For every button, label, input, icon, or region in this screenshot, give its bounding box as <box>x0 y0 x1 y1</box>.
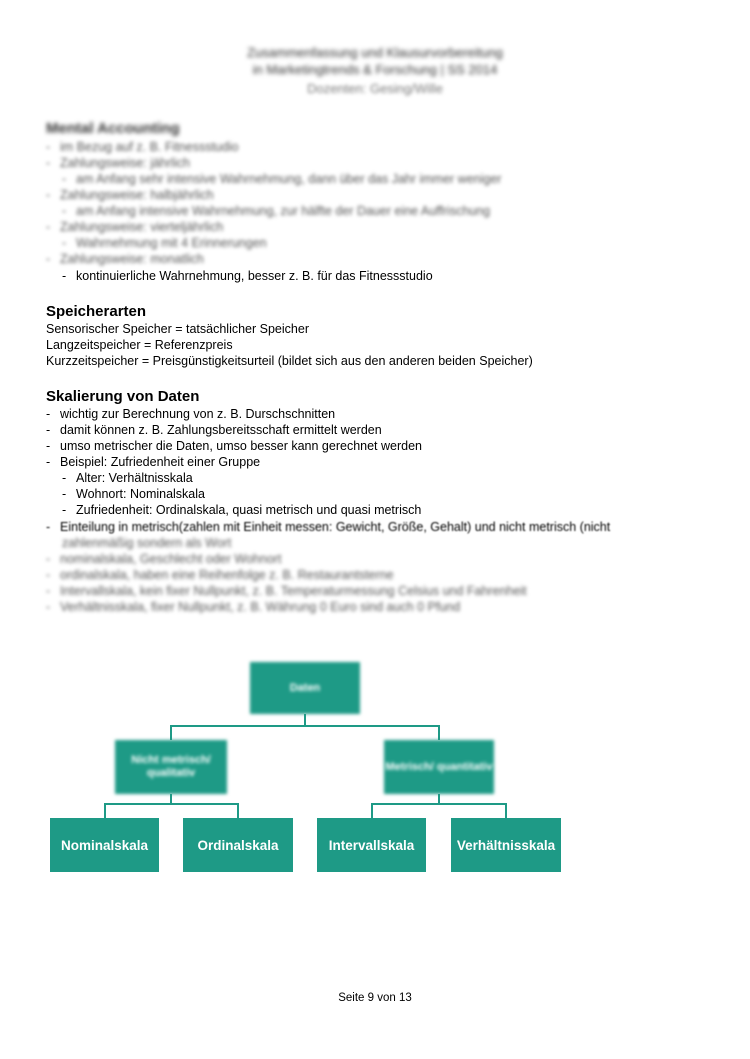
section-title-skalierung: Skalierung von Daten <box>46 388 200 405</box>
doc-title-line2: in Marketingtrends & Forschung | SS 2014 <box>252 62 498 77</box>
list-item: - Zahlungsweise: monatlich <box>46 252 204 266</box>
list-item: - Einteilung in metrisch(zahlen mit Einheit messen: Gewicht, Größe, Gehalt) und nicht metrisch (nicht <box>46 520 611 534</box>
diagram-node-non-metric: Nicht metrisch/ qualitativ <box>115 740 227 794</box>
diagram-connector <box>505 803 507 819</box>
diagram-node-intervallskala: Intervallskala <box>317 818 426 872</box>
text-line: Langzeitspeicher = Referenzpreis <box>46 338 233 352</box>
text-line: Sensorischer Speicher = tatsächlicher Speicher <box>46 322 309 336</box>
diagram-node-metric: Metrisch/ quantitativ <box>384 740 494 794</box>
diagram-connector <box>104 803 239 805</box>
diagram-connector <box>371 803 373 819</box>
doc-title-line1: Zusammenfassung und Klausurvorbereitung <box>247 45 503 60</box>
list-item: - Beispiel: Zufriedenheit einer Gruppe <box>46 455 261 469</box>
diagram-node-verhaeltnisskala: Verhältnisskala <box>451 818 561 872</box>
diagram-connector <box>170 725 440 727</box>
list-item: - umso metrischer die Daten, umso besser kann gerechnet werden <box>46 439 422 453</box>
list-item: - Zahlungsweise: halbjährlich <box>46 188 214 202</box>
list-item: - wichtig zur Berechnung von z. B. Durschschnitten <box>46 407 336 421</box>
list-item: - ordinalskala, haben eine Reihenfolge z. B. Restaurantsterne <box>46 568 394 582</box>
section-title-speicherarten: Speicherarten <box>46 303 147 320</box>
list-item: - am Anfang intensive Wahrnehmung, zur hälfte der Dauer eine Auffrischung <box>62 204 491 218</box>
list-item: - Zufriedenheit: Ordinalskala, quasi metrisch und quasi metrisch <box>62 503 422 517</box>
list-item: - Wahrnehmung mit 4 Erinnerungen <box>62 236 267 250</box>
diagram-node-nominalskala: Nominalskala <box>50 818 159 872</box>
diagram-connector <box>438 725 440 740</box>
list-item: - Intervallskala, kein fixer Nullpunkt, z. B. Temperaturmessung Celsius und Fahrenheit <box>46 584 527 598</box>
page-number: Seite 9 von 13 <box>338 992 412 1004</box>
section-title-mental-accounting: Mental Accounting <box>46 120 180 137</box>
diagram-connector <box>104 803 106 819</box>
list-item: - kontinuierliche Wahrnehmung, besser z. B. für das Fitnessstudio <box>62 269 433 283</box>
list-item: - Zahlungsweise: vierteljährlich <box>46 220 224 234</box>
text-line: Kurzzeitspeicher = Preisgünstigkeitsurteil (bildet sich aus den anderen beiden Speicher) <box>46 354 533 368</box>
list-item: - am Anfang sehr intensive Wahrnehmung, dann über das Jahr immer weniger <box>62 172 502 186</box>
diagram-connector <box>170 725 172 740</box>
diagram-node-root: Daten <box>250 662 360 714</box>
list-item-continuation: zahlenmäßig sondern als Wort <box>62 536 232 550</box>
list-item: - im Bezug auf z. B. Fitnessstudio <box>46 140 239 154</box>
list-item: - Alter: Verhältnisskala <box>62 471 193 485</box>
list-item: - Wohnort: Nominalskala <box>62 487 205 501</box>
diagram-node-ordinalskala: Ordinalskala <box>183 818 293 872</box>
list-item: - nominalskala, Geschlecht oder Wohnort <box>46 552 282 566</box>
doc-lecturers: Dozenten: Gesing/Wille <box>307 81 443 96</box>
list-item: - Zahlungsweise: jährlich <box>46 156 190 170</box>
list-item: - damit können z. B. Zahlungsbereitsschaft ermittelt werden <box>46 423 382 437</box>
diagram-connector <box>371 803 507 805</box>
diagram-connector <box>237 803 239 819</box>
list-item: - Verhältnisskala, fixer Nullpunkt, z. B. Währung 0 Euro sind auch 0 Pfund <box>46 600 461 614</box>
